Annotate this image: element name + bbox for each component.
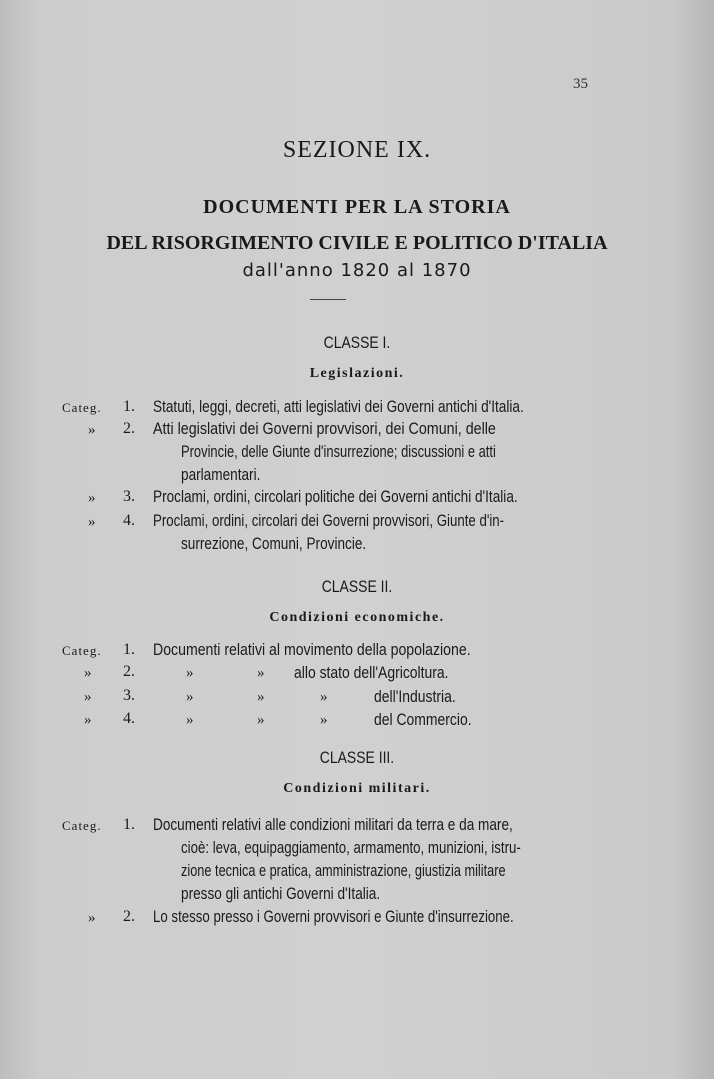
ditto-mark: » xyxy=(88,910,96,926)
page-number: 35 xyxy=(573,76,588,92)
item-text: Atti legislativi dei Governi provvisori, dei Comuni, delle xyxy=(153,419,496,438)
classe-2-subtitle: Condizioni economiche. xyxy=(269,610,445,625)
categ-label: Categ. xyxy=(62,643,102,658)
ditto-mark: » xyxy=(84,665,92,681)
ditto-mark: » xyxy=(186,665,194,681)
divider-rule xyxy=(310,299,346,300)
classe-1-heading: CLASSE I. xyxy=(323,333,391,352)
classe-1-subtitle: Legislazioni. xyxy=(309,366,405,381)
item-text: presso gli antichi Governi d'Italia. xyxy=(181,884,381,903)
ditto-mark: » xyxy=(88,514,96,530)
item-number: 3. xyxy=(123,687,135,704)
section-title: SEZIONE IX. xyxy=(282,137,432,163)
item-text: Proclami, ordini, circolari politiche dei Governi antichi d'Italia. xyxy=(153,487,518,506)
ditto-mark: » xyxy=(88,422,96,438)
classe-3-subtitle: Condizioni militari. xyxy=(283,781,431,796)
item-text: Documenti relativi al movimento della popolazione. xyxy=(153,640,471,659)
date-range-line: dall'anno 1820 al 1870 xyxy=(242,260,472,281)
item-number: 4. xyxy=(123,710,135,727)
ditto-mark: » xyxy=(88,490,96,506)
item-number: 2. xyxy=(123,663,135,680)
classe-3-heading: CLASSE III. xyxy=(319,748,395,767)
ditto-mark: » xyxy=(257,689,265,705)
item-text: Statuti, leggi, decreti, atti legislativi dei Governi antichi d'Italia. xyxy=(153,397,524,416)
item-text: surrezione, Comuni, Provincie. xyxy=(181,534,367,553)
main-title-line-1: DOCUMENTI PER LA STORIA xyxy=(203,196,511,218)
categ-label: Categ. xyxy=(62,818,102,833)
item-number: 2. xyxy=(123,908,135,925)
item-number: 1. xyxy=(123,398,135,415)
item-number: 1. xyxy=(123,816,135,833)
categ-label: Categ. xyxy=(62,400,102,415)
ditto-mark: » xyxy=(84,712,92,728)
item-text: Documenti relativi alle condizioni militari da terra e da mare, xyxy=(153,815,513,834)
item-text: parlamentari. xyxy=(181,465,261,484)
item-text: Lo stesso presso i Governi provvisori e Giunte d'insurrezione. xyxy=(153,907,514,926)
item-text: allo stato dell'Agricoltura. xyxy=(294,663,449,682)
item-number: 1. xyxy=(123,641,135,658)
item-text: Provincie, delle Giunte d'insurrezione; discussioni e atti xyxy=(181,442,496,461)
ditto-mark: » xyxy=(84,689,92,705)
main-title-line-2: DEL RISORGIMENTO CIVILE E POLITICO D'ITALIA xyxy=(106,232,608,254)
ditto-mark: » xyxy=(320,712,328,728)
item-text: del Commercio. xyxy=(374,710,472,729)
item-number: 2. xyxy=(123,420,135,437)
item-text: cioè: leva, equipaggiamento, armamento, munizioni, istru- xyxy=(181,838,521,857)
item-number: 3. xyxy=(123,488,135,505)
item-text: zione tecnica e pratica, amministrazione, giustizia militare xyxy=(181,861,506,880)
item-text: Proclami, ordini, circolari dei Governi provvisori, Giunte d'in- xyxy=(153,511,505,530)
ditto-mark: » xyxy=(320,689,328,705)
item-text: dell'Industria. xyxy=(374,687,456,706)
ditto-mark: » xyxy=(257,665,265,681)
ditto-mark: » xyxy=(186,689,194,705)
ditto-mark: » xyxy=(257,712,265,728)
ditto-mark: » xyxy=(186,712,194,728)
item-number: 4. xyxy=(123,512,135,529)
classe-2-heading: CLASSE II. xyxy=(321,577,393,596)
